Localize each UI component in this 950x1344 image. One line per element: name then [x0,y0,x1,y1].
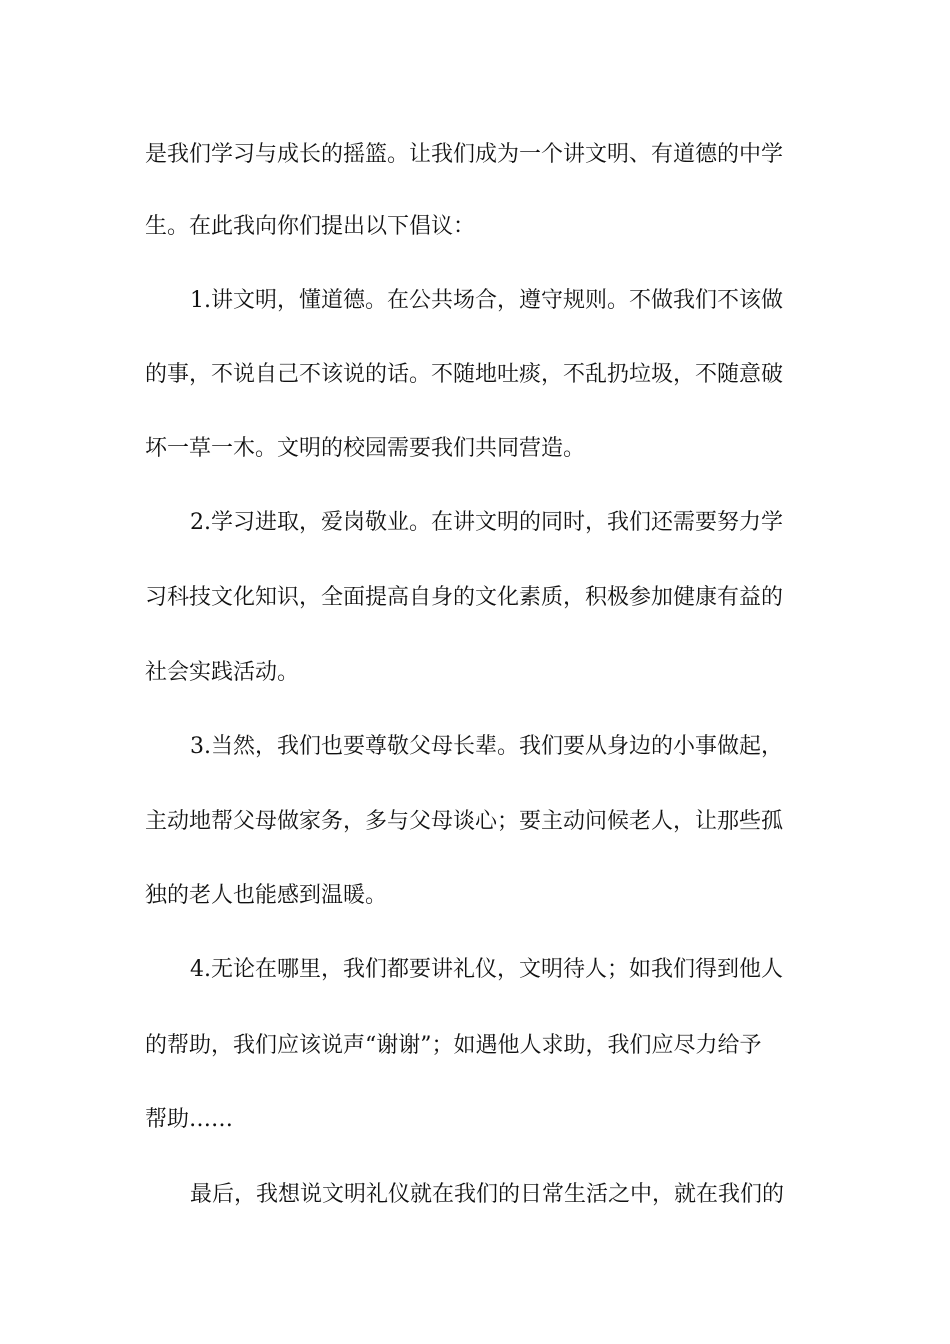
text-line: 主动地帮父母做家务，多与父母谈心；要主动问候老人，让那些孤 [145,809,784,834]
text-line: 2.学习进取，爱岗敬业。在讲文明的同时，我们还需要努力学 [190,510,783,535]
text-line: 是我们学习与成长的摇篮。让我们成为一个讲文明、有道德的中学 [145,142,784,167]
text-line: 坏一草一木。文明的校园需要我们共同营造。 [145,436,586,461]
text-line: 的事，不说自己不该说的话。不随地吐痰，不乱扔垃圾，不随意破 [145,362,784,387]
text-line: 生。在此我向你们提出以下倡议： [145,214,476,239]
text-line: 独的老人也能感到温暖。 [145,883,388,908]
text-line: 1.讲文明，懂道德。在公共场合，遵守规则。不做我们不该做 [190,288,783,313]
text-line: 3.当然，我们也要尊敬父母长辈。我们要从身边的小事做起， [190,734,783,759]
text-line: 的帮助，我们应该说声“谢谢”；如遇他人求助，我们应尽力给予 [145,1033,762,1058]
text-line: 4.无论在哪里，我们都要讲礼仪，文明待人；如我们得到他人 [190,957,783,982]
text-line: 最后，我想说文明礼仪就在我们的日常生活之中，就在我们的 [190,1182,785,1207]
text-line: 帮助…… [145,1107,234,1132]
text-line: 社会实践活动。 [145,660,300,685]
text-line: 习科技文化知识，全面提高自身的文化素质，积极参加健康有益的 [145,585,784,610]
